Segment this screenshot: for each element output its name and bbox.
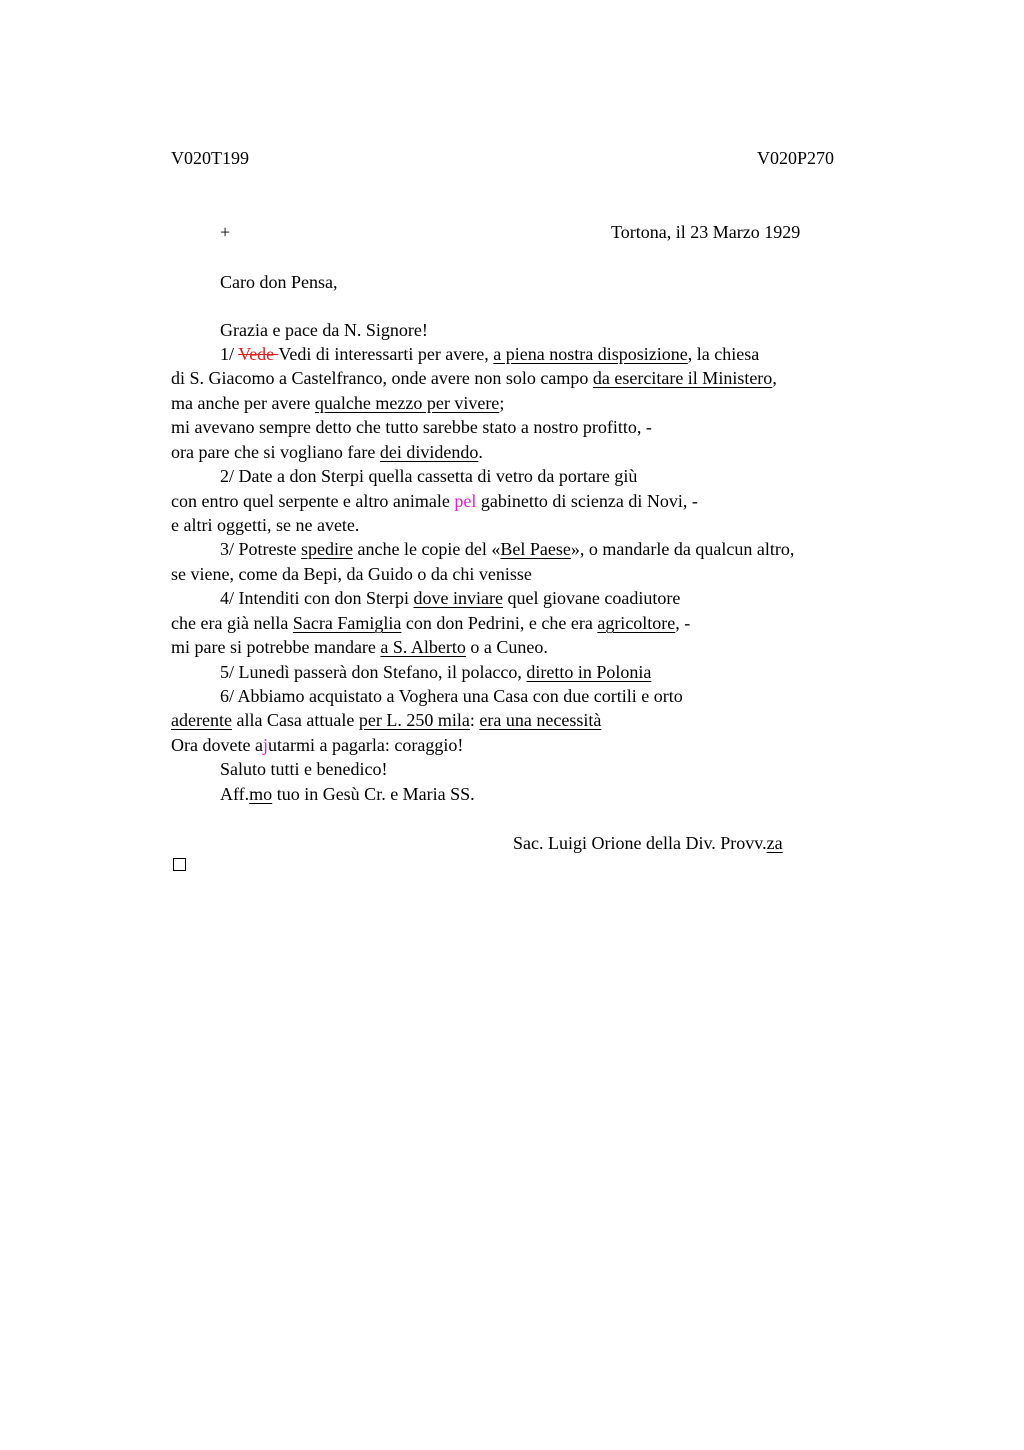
underlined-text: da esercitare il Ministero <box>592 368 773 388</box>
doc-code-right: V020P270 <box>757 148 835 168</box>
letter-line <box>220 342 759 366</box>
underlined-text: mo <box>249 784 273 804</box>
salutation: Caro don Pensa, <box>220 272 338 292</box>
text-segment: anche le copie del « <box>352 539 501 559</box>
struck-text: Vede <box>238 344 279 364</box>
signature <box>513 831 783 855</box>
text-segment: 4/ Intenditi con don Sterpi <box>220 588 414 608</box>
underlined-text: diretto in Polonia <box>526 662 652 682</box>
text-segment: ora pare che si vogliano fare <box>171 442 380 462</box>
letter-line <box>220 757 387 781</box>
place-date: Tortona, il 23 Marzo 1929 <box>611 222 801 242</box>
letter-line <box>171 489 698 513</box>
underlined-text: spedire <box>301 539 353 559</box>
letter-line <box>220 586 680 610</box>
text-segment: con entro quel serpente e altro animale <box>171 491 455 511</box>
underlined-text: era una necessità <box>479 710 602 730</box>
underlined-text: a piena nostra disposizione <box>493 344 688 364</box>
text-segment: e altri oggetti, se ne avete. <box>171 515 360 535</box>
text-segment: Vedi di interessarti per avere, <box>278 344 494 364</box>
text-segment: 5/ Lunedì passerà don Stefano, il polacco, <box>220 662 527 682</box>
underlined-text: qualche mezzo per vivere <box>314 393 500 413</box>
letter-line <box>171 415 652 439</box>
underlined-text: aderente <box>171 710 232 730</box>
text-segment: se viene, come da Bepi, da Guido o da chi venisse <box>171 564 532 584</box>
underlined-text: dove inviare <box>413 588 503 608</box>
text-segment: mi avevano sempre detto che tutto sarebbe stato a nostro profitto, - <box>171 417 652 437</box>
text-segment: . <box>478 442 483 462</box>
text-segment: : <box>469 710 480 730</box>
text-segment: », o mandarle da qualcun altro, <box>570 539 795 559</box>
text-segment: di S. Giacomo a Castelfranco, onde avere non solo campo <box>171 368 593 388</box>
underlined-text: agricoltore <box>597 613 676 633</box>
letter-line <box>171 562 532 586</box>
cross-mark: + <box>220 222 231 242</box>
letter-line <box>171 391 504 415</box>
letter-line <box>220 684 683 708</box>
checkbox-square-icon <box>173 858 186 871</box>
highlighted-text: j <box>262 735 268 755</box>
text-segment: mi pare si potrebbe mandare <box>171 637 381 657</box>
letter-line <box>220 464 637 488</box>
letter-line <box>171 611 690 635</box>
text-segment: ; <box>499 393 505 413</box>
text-segment: alla Casa attuale <box>231 710 359 730</box>
greeting: Grazia e pace da N. Signore! <box>220 320 428 340</box>
underlined-text: Bel Paese <box>500 539 571 559</box>
text-segment: o a Cuneo. <box>465 637 548 657</box>
text-segment: 2/ Date a don Sterpi quella cassetta di vetro da portare giù <box>220 466 638 486</box>
text-segment: che era già nella <box>171 613 293 633</box>
text-segment: tuo in Gesù Cr. e Maria SS. <box>272 784 475 804</box>
letter-line <box>171 366 777 390</box>
text-segment: Aff. <box>220 784 250 804</box>
text-segment: ma anche per avere <box>171 393 315 413</box>
text-segment: quel giovane coadiutore <box>502 588 681 608</box>
underlined-text: Sacra Famiglia <box>292 613 402 633</box>
text-segment: utarmi a pagarla: coraggio! <box>267 735 464 755</box>
letter-line <box>171 708 601 732</box>
text-segment: Saluto tutti e benedico! <box>220 759 388 779</box>
text-segment: Sac. Luigi Orione della Div. Provv. <box>513 833 767 853</box>
underlined-text: a S. Alberto <box>380 637 466 657</box>
letter-line <box>220 782 475 806</box>
text-segment: gabinetto di scienza di Novi, - <box>476 491 698 511</box>
text-segment: , - <box>675 613 691 633</box>
letter-line <box>171 513 359 537</box>
letter-line <box>171 733 463 757</box>
highlighted-text: pel <box>454 491 477 511</box>
text-segment: , la chiesa <box>687 344 760 364</box>
text-segment: con don Pedrini, e che era <box>401 613 598 633</box>
underlined-text: za <box>766 833 783 853</box>
text-segment: 1/ <box>220 344 239 364</box>
letter-line <box>220 537 794 561</box>
underlined-text: per L. 250 mila <box>358 710 470 730</box>
doc-code-left: V020T199 <box>171 148 249 168</box>
text-segment: Ora dovete a <box>171 735 263 755</box>
letter-line <box>171 635 548 659</box>
text-segment: 3/ Potreste <box>220 539 301 559</box>
letter-line <box>171 440 483 464</box>
text-segment: 6/ Abbiamo acquistato a Voghera una Casa con due cortili e orto <box>220 686 683 706</box>
letter-line <box>220 660 651 684</box>
text-segment: , <box>772 368 777 388</box>
underlined-text: dei dividendo <box>379 442 479 462</box>
